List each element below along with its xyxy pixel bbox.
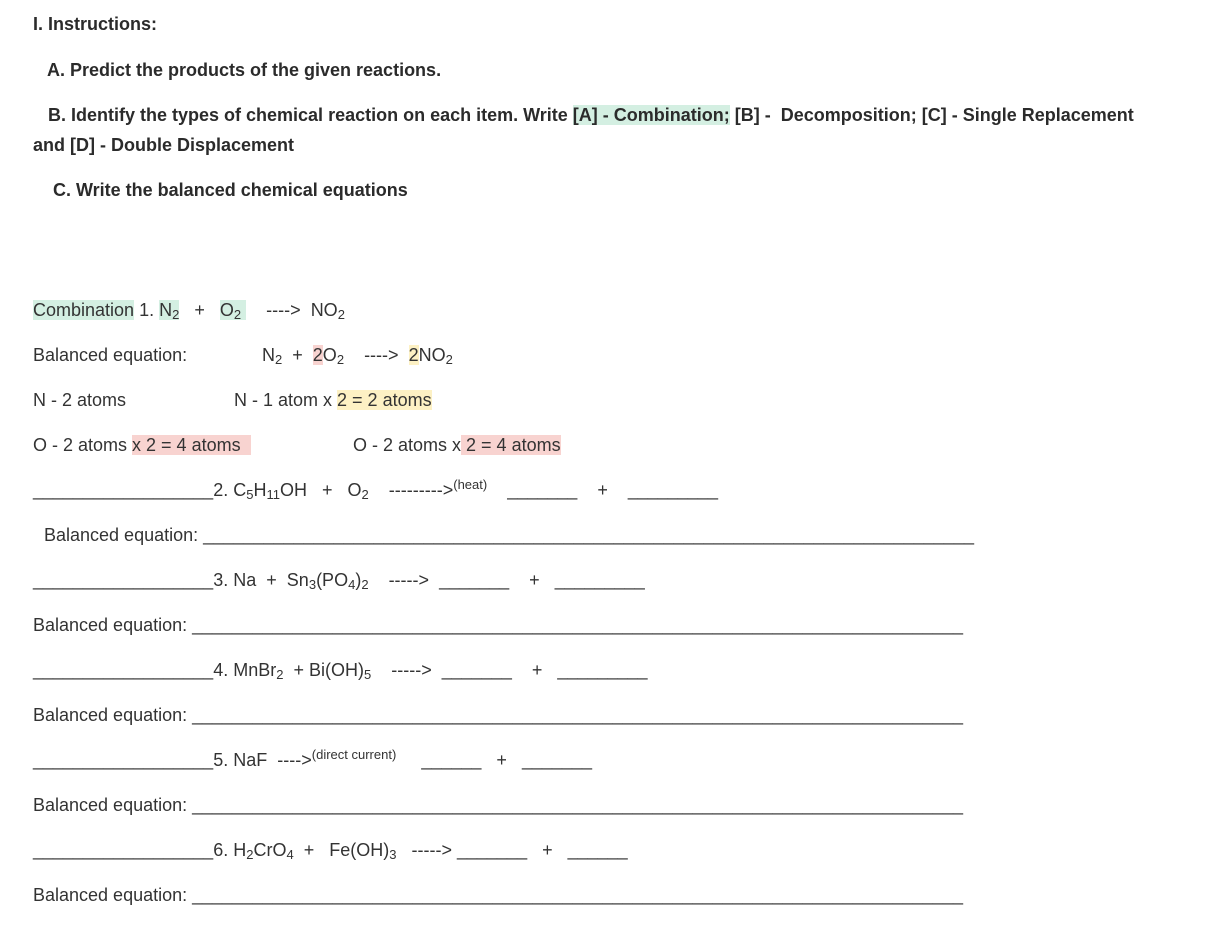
item1-arrow: ----> (266, 300, 301, 320)
item1-type-answer: Combination (33, 300, 135, 320)
item2-condition: (heat) (453, 477, 488, 492)
item1-n-right: N - 1 atom x 2 = 2 atoms (234, 390, 432, 410)
item2-product1-blank[interactable]: _______ (507, 480, 578, 500)
item6-equation: __________________6. $H_2CrO_4$ + $Fe(OH)_3$ -----> _______ + ______ (33, 840, 628, 862)
instruction-b-highlight: [A] - Combination; (572, 105, 730, 125)
item4-balanced-blank[interactable]: _____________________________________________________________________________ (192, 705, 963, 725)
item2-balanced-blank[interactable]: _____________________________________________________________________________ (203, 525, 974, 545)
item6-balanced-blank[interactable]: _____________________________________________________________________________ (192, 885, 963, 905)
item3-balanced-blank[interactable]: _____________________________________________________________________________ (192, 615, 963, 635)
item5-product1-blank[interactable]: ______ (421, 750, 482, 770)
item4-type-blank[interactable]: __________________ (33, 660, 214, 680)
instructions-heading: I. Instructions: (33, 14, 158, 34)
item1-o-right-highlight: 2 = 4 atoms (461, 435, 561, 455)
item2-balanced: Balanced equation: _____________________________________________________________________________ (44, 525, 974, 545)
item1-o-right: O - 2 atoms x 2 = 4 atoms (353, 435, 561, 455)
item2-type-blank[interactable]: __________________ (33, 480, 214, 500)
item1-o-left: O - 2 atoms x 2 = 4 atoms (33, 433, 251, 457)
item1-number: 1. (139, 300, 155, 320)
item4-equation: __________________4. MnBr$_2$ + $Bi(OH)_5$ -----> _______ + _________ (33, 660, 648, 682)
item5-balanced-blank[interactable]: _____________________________________________________________________________ (192, 795, 963, 815)
item3-product1-blank[interactable]: _______ (439, 570, 510, 590)
item4-product2-blank[interactable]: _________ (557, 660, 648, 680)
item1-balanced-coefficient: 2 (312, 345, 323, 365)
item4-product1-blank[interactable]: _______ (441, 660, 512, 680)
item6-balanced: Balanced equation: _____________________________________________________________________________ (33, 885, 963, 905)
item3-type-blank[interactable]: __________________ (33, 570, 214, 590)
item2-product2-blank[interactable]: _________ (627, 480, 718, 500)
instruction-b-text: B. Identify the types of chemical reaction on each item. Write (48, 105, 573, 125)
item5-equation: __________________5. NaF ---->$^{(direct current)}$ ______ + _______ (33, 747, 593, 770)
item1-reactant1: $N_2$ (159, 300, 180, 322)
item1-balanced-label: Balanced equation: (33, 345, 188, 365)
item2-equation: __________________2. $C_5H_{11}OH$ + $O_2$ --------->$^{(heat)}$ _______ + _________ (33, 477, 718, 502)
item1-plus: + (194, 300, 205, 320)
item5-balanced: Balanced equation: _____________________________________________________________________________ (33, 795, 963, 815)
item3-equation: __________________3. $Na + Sn_3(PO_4)_2$ -----> _______ + _________ (33, 570, 645, 592)
item3-product2-blank[interactable]: _________ (554, 570, 645, 590)
instruction-b-text-end: [B] - Decomposition; [C] - Single Replacement (729, 105, 1134, 125)
item3-balanced: Balanced equation: _____________________________________________________________________________ (33, 615, 963, 635)
item4-balanced: Balanced equation: _____________________________________________________________________________ (33, 705, 963, 725)
item5-type-blank[interactable]: __________________ (33, 750, 214, 770)
item5-condition: (direct current) (311, 747, 397, 762)
item1-o-left-highlight: x 2 = 4 atoms (132, 435, 251, 455)
item1-n-left: N - 2 atoms (33, 390, 127, 410)
instruction-b-line2: and [D] - Double Displacement (33, 135, 295, 155)
instruction-c: C. Write the balanced chemical equations (53, 180, 408, 200)
instruction-b (48, 103, 1134, 127)
item1-product-coefficient: 2 (408, 345, 419, 365)
item1-balanced-equation: $N_2 + 2O_2$ ----> $2NO_2$ (262, 345, 453, 367)
item6-type-blank[interactable]: __________________ (33, 840, 214, 860)
instruction-a: A. Predict the products of the given reactions. (47, 60, 442, 80)
item6-product2-blank[interactable]: ______ (567, 840, 628, 860)
item5-product2-blank[interactable]: _______ (521, 750, 593, 770)
item1-n-right-highlight: 2 = 2 atoms (337, 390, 432, 410)
item1-reactant2: $O_2$ (220, 300, 246, 320)
item6-product1-blank[interactable]: _______ (457, 840, 528, 860)
item1-equation (33, 298, 345, 322)
item1-product: $NO_2$ (310, 300, 345, 322)
